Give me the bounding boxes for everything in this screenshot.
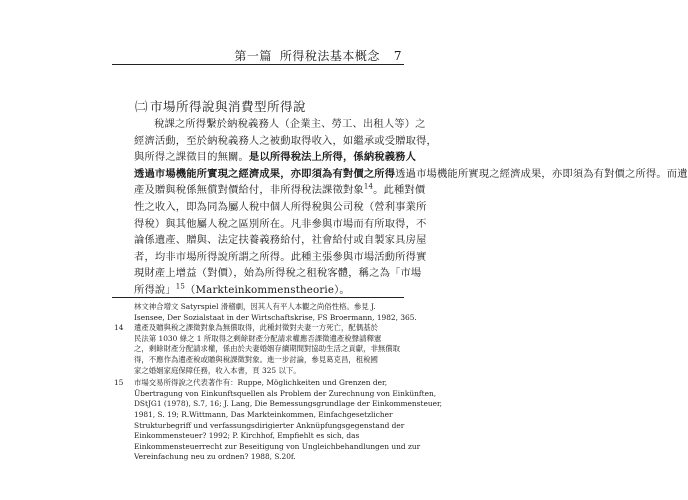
- paragraph-line: [134, 149, 417, 166]
- header-rule: [112, 64, 404, 65]
- paragraph-line: 得稅）與其他屬人稅之區別所在。凡非參與市場而有所取得，不: [134, 217, 427, 230]
- bold-phrase-part2: 透過市場機能所實現之經濟成果，亦即須為有對價之所得: [134, 167, 396, 180]
- footnote-line: DStJG1 (1978), S.7, 16; J. Lang, Die Bemessungsgrundlage der Einkommensteuer,: [134, 399, 443, 409]
- paragraph-line-text: 。此種對價: [373, 184, 426, 197]
- paragraph-line: 經濟活動，至於納稅義務人之被動取得收入，如繼承或受贈取得，: [134, 134, 437, 147]
- paragraph-line-text: 透過市場機能所實現之經濟成果，亦即須為有對價之所得。而遺: [395, 167, 688, 180]
- paragraph-line: 稅課之所得繫於納稅義務人（企業主、勞工、出租人等）之: [154, 118, 426, 130]
- footnote-line: Übertragung von Einkunftsquellen als Problem der Zurechnung von Einkünften,: [134, 388, 437, 398]
- footnote-ref-15[interactable]: 15: [175, 282, 186, 291]
- paragraph-line-text: 所得說」: [134, 283, 176, 296]
- footnote-number: 14: [114, 323, 124, 333]
- paragraph-line-text: （Markteinkommenstheorie）。: [185, 283, 350, 296]
- paragraph-line: 現財產上增益（對價），始為所得稅之租稅客體，稱之為「市場: [134, 267, 422, 280]
- paragraph-line: [134, 166, 688, 183]
- footnote-line: Einkommensteuer? 1992; P. Kirchhof, Empfiehlt es sich, das: [134, 431, 360, 441]
- paragraph-line: [134, 182, 426, 199]
- footnote-number: 15: [114, 378, 124, 388]
- footnote-line: 市場交易所得說之代表著作有：Ruppe, Möglichkeiten und Grenzen der,: [134, 378, 388, 388]
- paragraph-line: 論係遺產、贈與、法定扶養義務給付，社會給付或自製家具房屋: [134, 234, 427, 247]
- footnote-ref-14[interactable]: 14: [363, 182, 374, 191]
- running-header: [234, 47, 402, 64]
- header-chapter: 第一篇: [234, 49, 272, 63]
- paragraph-line: 者，均非市場所得說所謂之所得。此種主張參與市場活動所得實: [134, 250, 427, 263]
- footnote-line: 民法第 1030 條之 1 所取得之剩餘財產分配請求權應否課徵遺產稅聲請釋憲: [134, 333, 382, 343]
- bold-phrase-part1: 是以所得稅法上所得，係納稅義務人: [248, 151, 417, 164]
- paragraph-line-text: 與所得之課徵目的無關。: [134, 151, 249, 164]
- section-heading-text: 市場所得說與消費型所得說: [150, 99, 307, 114]
- paragraph-line: 性之收入，即為同為屬人稅中個人所得稅與公司稅（營利事業所: [134, 200, 427, 213]
- footnote-14: [114, 302, 417, 376]
- footnote-line: 之，剩餘財產分配請求權，係由於夫妻婚姻存續期間對協助生活之貢獻，非無償取: [134, 344, 401, 354]
- footnote-rule: [112, 297, 404, 298]
- footnote-line: Isensee, Der Sozialstaat in der Wirtschaftskrise, FS Broermann, 1982, 365.: [134, 312, 417, 322]
- header-title: 所得稅法基本概念: [279, 49, 380, 63]
- footnote-line: Vereinfachung neu zu ordnen? 1988, S.20f.: [134, 452, 296, 462]
- section-marker: ㈡: [135, 99, 149, 114]
- footnote-line: Einkommensteuerrecht zur Beseitigung von Ungleichbehandlungen und zur: [134, 441, 421, 451]
- footnote-15: [114, 378, 443, 463]
- body-paragraph: [134, 116, 688, 299]
- footnote-line: Strukturbegriff und verfassungsdirigierter Anknüpfungsgegenstand der: [134, 420, 405, 430]
- footnotes: [114, 302, 443, 463]
- footnote-line: 林文神合增文 Satyrspiel 滑稽劇，因其人有平人本觀之尚俗性格。參見 J.: [134, 302, 376, 311]
- section-heading: [135, 97, 306, 115]
- footnote-line: 家之婚姻家庭保障任務，收入本書，頁 325 以下。: [134, 365, 301, 375]
- page-number: 7: [393, 49, 402, 63]
- footnote-line: 1981, S. 19; R.Wittmann, Das Markteinkommen, Einfachgesetzlicher: [134, 409, 393, 419]
- paragraph-line-text: 產及贈與稅係無償對價給付，非所得稅法課徵對象: [134, 184, 364, 197]
- footnote-line: 得，不應作為遺產稅或贈與稅課徵對象。進一步討論，參見葛克昌，租稅國: [134, 354, 378, 364]
- footnote-line: 遺產及贈與稅之課徵對象為無償取得，此種封徵對夫妻一方死亡，配偶基於: [134, 323, 378, 333]
